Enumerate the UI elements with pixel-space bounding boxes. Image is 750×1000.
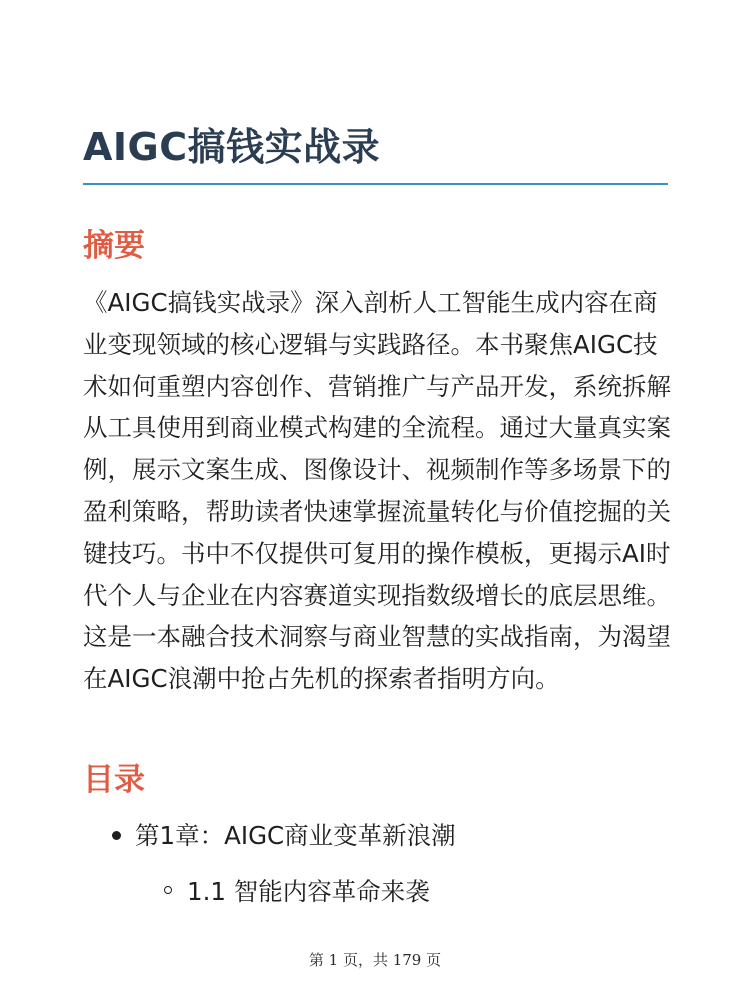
abstract-heading: 摘要 (83, 228, 145, 264)
document-page (83, 0, 671, 1000)
page-number-footer: 第 1 页，共 179 页 (308, 951, 442, 969)
bullet-disc-icon (112, 831, 121, 840)
book-title: AIGC搞钱实战录 (83, 125, 381, 169)
toc-chapter-item[interactable] (83, 814, 668, 906)
title-divider (83, 183, 668, 185)
toc-section-list (83, 870, 668, 914)
abstract-paragraph: 《AIGC搞钱实战录》深入剖析人工智能生成内容在商业变现领域的核心逻辑与实践路径。本书聚焦AIGC技术如何重塑内容创作、营销推广与产品开发，系统拆解从工具使用到商业模式构建的全流程。通过大量真实案例，展示文案生成、图像设计、视频制作等多场景下的盈利策略，帮助读者快速掌握流量转化与价值挖掘的关键技巧。书中不仅提供可复用的操作模板，更揭示AI时代个人与企业在内容赛道实现指数级增长的底层思维。这是一本融合技术洞察与商业智慧的实战指南，为渴望在AIGC浪潮中抢占先机的探索者指明方向。 (83, 288, 671, 694)
toc-chapter-label: 第1章：AIGC商业变革新浪潮 (135, 821, 456, 850)
toc-section-label: 1.1 智能内容革命来袭 (187, 877, 430, 906)
bullet-circle-icon (164, 886, 172, 894)
toc-section-item[interactable] (83, 870, 668, 914)
table-of-contents (83, 814, 668, 906)
toc-heading: 目录 (83, 762, 145, 798)
